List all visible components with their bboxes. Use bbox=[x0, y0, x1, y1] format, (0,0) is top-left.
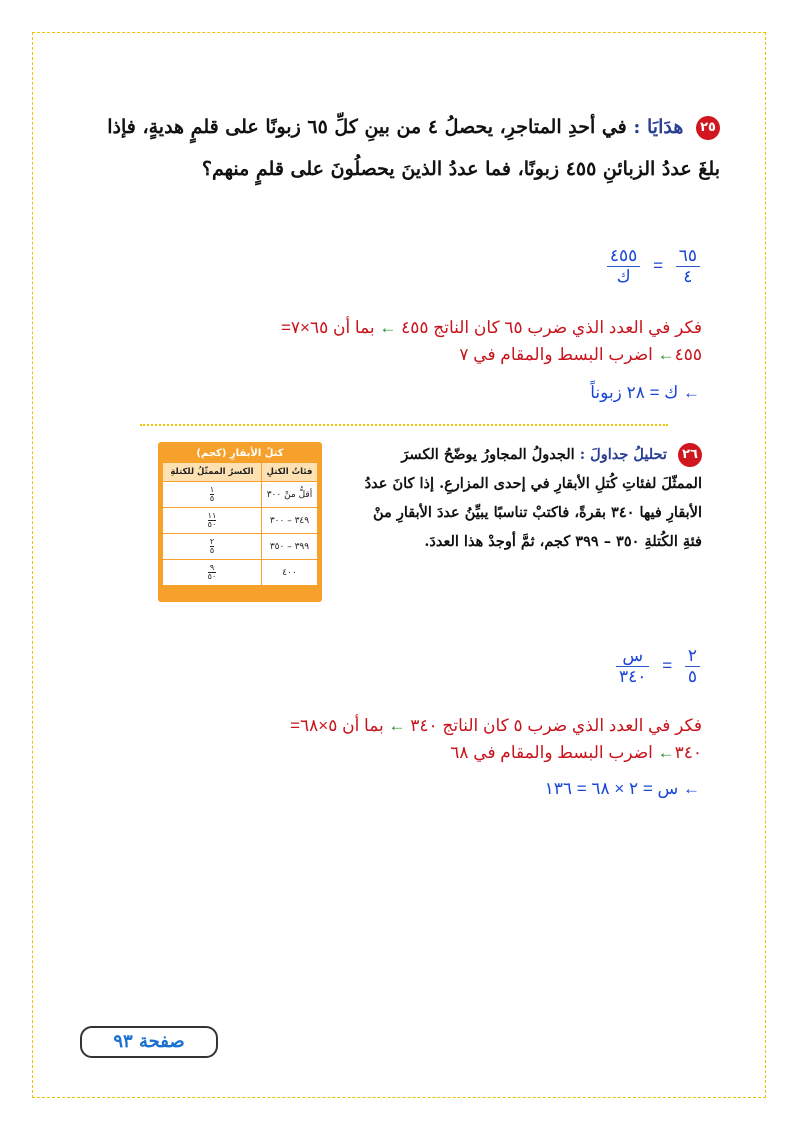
problem-text: الجدولُ المجاورُ يوضّحُ الكسرَ الممثّلَ لفئاتِ كُتلِ الأبقارِ في إحدى المزارعِ. إذا كانَ عددُ الأبقارِ فيها ٣٤٠ بقرةً، فاكتبْ تناسبًا يبيِّنُ عددَ الأبقارِ منْ فئةِ الكُتلةِ ٣٥٠ – ٣٩٩ كجم، ثمَّ أوجدْ هذا العددَ. bbox=[364, 446, 702, 550]
table-header: الكسرُ الممثّلُ للكتلةِ bbox=[163, 463, 262, 482]
table-row: أقلُّ منْ ٣٠٠ ١ ٥ bbox=[163, 482, 318, 508]
page-border bbox=[32, 32, 766, 1098]
cow-mass-table bbox=[158, 442, 322, 602]
hint-line-1: فكر في العدد الذي ضرب ٦٥ كان الناتج ٤٥٥ ← بما أن ٦٥×٧= bbox=[280, 318, 702, 337]
result-25: ← ك = ٢٨ زبوناً bbox=[590, 383, 700, 402]
table-header: فئاتُ الكتلِ bbox=[261, 463, 317, 482]
fraction-left: $\frac{\text{س}}{٣٤٠}$ bbox=[616, 646, 649, 686]
result-26: ← س = ٢ × ٦٨ = ١٣٦ bbox=[544, 779, 700, 798]
problem-keyword: هدَايَا : bbox=[633, 116, 684, 138]
arrow-left-icon: ← bbox=[657, 345, 675, 364]
fraction-right: $\frac{٦٥}{٤}$ bbox=[676, 246, 700, 286]
hint-line-2: ٣٤٠← اضرب البسط والمقام في ٦٨ bbox=[450, 743, 702, 762]
fraction-left: $\frac{٤٥٥}{\text{ك}}$ bbox=[607, 246, 640, 286]
arrow-left-icon: ← bbox=[683, 383, 700, 402]
arrow-left-icon: ← bbox=[657, 743, 675, 762]
problem-number-badge: ٢٦ bbox=[678, 443, 702, 467]
proportion-25: $\frac{٦٥}{٤}$ = $\frac{٤٥٥}{\text{ك}}$ bbox=[607, 246, 700, 286]
fraction-right: $\frac{٢}{٥}$ bbox=[685, 646, 700, 686]
table-title: كتلُ الأبقارِ (كجم) bbox=[196, 448, 284, 459]
page-number: صفحة ٩٣ bbox=[80, 1026, 218, 1058]
problem-26 bbox=[364, 440, 702, 556]
problem-text: في أحدِ المتاجرِ، يحصلُ ٤ من بينِ كلِّ ٦٥ زبونًا على قلمٍ هديةٍ، فإذا بلغَ عددُ الزبائنِ ٤٥٥ زبونًا، فما عددُ الذينَ يحصلُونَ على قلمٍ منهم؟ bbox=[107, 116, 720, 180]
arrow-left-icon: ← bbox=[379, 318, 397, 337]
problem-number-badge: ٢٥ bbox=[696, 116, 720, 140]
hint-line-1: فكر في العدد الذي ضرب ٥ كان الناتج ٣٤٠ ← بما أن ٥×٦٨= bbox=[290, 716, 702, 735]
problem-keyword: تحليلُ جداولَ : bbox=[579, 446, 667, 463]
proportion-26: $\frac{٢}{٥}$ = $\frac{\text{س}}{٣٤٠}$ bbox=[616, 646, 700, 686]
hint-line-2: ٤٥٥← اضرب البسط والمقام في ٧ bbox=[459, 345, 702, 364]
table-row: ٣٩٩ – ٣٥٠ ٢ ٥ bbox=[163, 534, 318, 560]
arrow-left-icon: ← bbox=[683, 779, 700, 798]
section-divider bbox=[140, 424, 668, 426]
arrow-left-icon: ← bbox=[388, 716, 406, 735]
problem-25 bbox=[80, 106, 720, 190]
table-row: ٣٤٩ – ٣٠٠ ١١ ٥٠ bbox=[163, 508, 318, 534]
table-row: ٤٠٠ ٩ ٥٠ bbox=[163, 560, 318, 586]
